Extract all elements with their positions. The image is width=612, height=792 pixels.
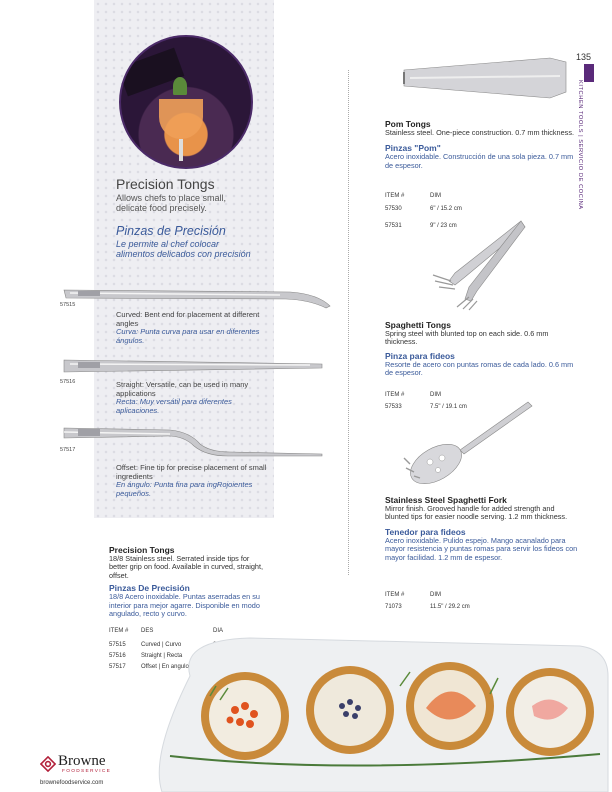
column-divider: [348, 70, 349, 575]
col-header: ITEM #: [385, 392, 405, 398]
cell: Curved | Curvo: [141, 642, 182, 648]
variant-text: Fine tip for precise placement of small ingredients: [116, 463, 267, 481]
variant-text: Versatile, can be used in many applications: [116, 380, 249, 398]
brand-name: Browne: [58, 753, 106, 769]
cell: Straight | Recta: [141, 653, 183, 659]
brand-tagline: FOODSERVICE: [62, 769, 112, 774]
straight-tong-image: [60, 356, 330, 376]
spaghetti-fork-block: [385, 495, 580, 562]
cell: 6" / 15.2 cm: [430, 206, 462, 212]
precision-tongs-block: [109, 545, 269, 618]
block-text: Mirror finish. Grooved handle for added strength and blunted tips for easier noodle serving. 1.2 mm thickness.: [385, 504, 568, 522]
intro-title: Precision Tongs: [116, 176, 215, 192]
cell: 57517: [109, 664, 126, 670]
block-title: Pom Tongs: [385, 119, 431, 129]
col-header: ITEM #: [385, 193, 405, 199]
col-header: DIM: [430, 392, 441, 398]
cell: 71073: [385, 604, 402, 610]
variant-text-es: Punta fina para ingRojoientes pequeños.: [116, 480, 253, 498]
brand-url[interactable]: brownefoodservice.com: [40, 780, 104, 786]
block-text: Spring steel with blunted top on each side. 0.6 mm thickness.: [385, 329, 549, 347]
block-title-es: Pinza para fideos: [385, 350, 455, 361]
variant-offset-desc: [116, 464, 276, 498]
spaghetti-fork-image: [400, 400, 540, 484]
block-title-es: Pinzas "Pom": [385, 143, 441, 154]
curved-tong-image: [60, 280, 340, 310]
variant-text-es: Punta curva para usar en diferentes ángulos.: [116, 327, 260, 345]
offset-tong-image: [60, 424, 330, 458]
block-title: Stainless Steel Spaghetti Fork: [385, 495, 507, 505]
pom-tongs-block: [385, 119, 575, 170]
intro-subtitle: Allows chefs to place small, delicate food precisely.: [116, 193, 227, 213]
col-header: DIA: [213, 628, 224, 634]
block-title-es: Tenedor para fideos: [385, 526, 466, 537]
canape-plate-illustration: [150, 636, 610, 792]
spaghetti-tongs-block: [385, 320, 580, 378]
col-header: ITEM #: [385, 592, 405, 598]
block-text-es: Acero inoxidable. Pulido espejo. Mango acanalado para mayor resistencia y puntas romas para servir los fideos con mayor facilidad. 1.2 mm de espesor.: [385, 535, 578, 562]
variant-straight-desc: [116, 381, 276, 415]
variant-text: Bent end for placement at different angles: [116, 310, 260, 328]
variant-curved-desc: [116, 311, 276, 345]
block-text: Stainless steel. One-piece construction. 0.7 mm thickness.: [385, 128, 574, 137]
sku-57516: 57516: [60, 379, 76, 385]
chef-cocktail-photo: [119, 35, 253, 169]
col-header: ITEM #: [109, 628, 129, 634]
cell: 57515: [109, 642, 126, 648]
cell: 57533: [385, 404, 402, 410]
cell: 11.5" / 29.2 cm: [430, 604, 470, 610]
browne-logo-icon: [40, 756, 56, 772]
cell: 9" / 23 cm: [430, 223, 457, 229]
variant-label-es: Curva:: [116, 327, 139, 336]
variant-label-es: En ángulo:: [116, 480, 152, 489]
block-title: Spaghetti Tongs: [385, 320, 451, 330]
block-title: Precision Tongs: [109, 545, 175, 555]
block-title-es: Pinzas De Precisión: [109, 583, 190, 594]
cell: 7.5" / 19.1 cm: [430, 404, 467, 410]
pom-tongs-image: [400, 56, 570, 106]
variant-label: Curved:: [116, 310, 143, 319]
sku-57517: 57517: [60, 447, 76, 453]
block-text: 18/8 Stainless steel. Serrated inside tips for better grip on food. Available in curved, straight, offset.: [109, 554, 264, 580]
cell: Offset | En angulo: [141, 664, 189, 670]
variant-label: Straight:: [116, 380, 144, 389]
variant-label: Offset:: [116, 463, 138, 472]
intro-title-es: Pinzas de Precisión: [116, 224, 226, 238]
section-side-label: KITCHEN TOOLS | SERVICIO DE COCINA: [577, 80, 583, 210]
cell: 57516: [109, 653, 126, 659]
variant-label-es: Recta:: [116, 397, 138, 406]
page-number: 135: [576, 52, 592, 62]
cell: 57531: [385, 223, 402, 229]
intro-subtitle-es: Le permite al chef colocar alimentos delicados con precisión: [116, 239, 251, 259]
variant-text-es: Muy versátil para diferentes aplicaciones.: [116, 397, 232, 415]
col-header: DES: [141, 628, 154, 634]
section-tab-marker: [584, 64, 594, 82]
block-text-es: Acero inoxidable. Construcción de una sola pieza. 0.7 mm de espesor.: [385, 152, 574, 170]
col-header: DIM: [430, 193, 441, 199]
col-header: DIM: [430, 592, 441, 598]
block-text-es: 18/8 Acero inoxidable. Puntas aserradas en su interior para mejor agarre. Disponible en modo angulado, recto y curvo.: [109, 592, 260, 619]
spaghetti-fork-table: [385, 592, 470, 610]
spaghetti-tongs-image: [425, 215, 535, 315]
sku-57515: 57515: [60, 302, 76, 308]
table-row: [385, 604, 470, 610]
cell: 57530: [385, 206, 402, 212]
block-text-es: Resorte de acero con puntas romas de cada lado. 0.6 mm de espesor.: [385, 359, 574, 378]
